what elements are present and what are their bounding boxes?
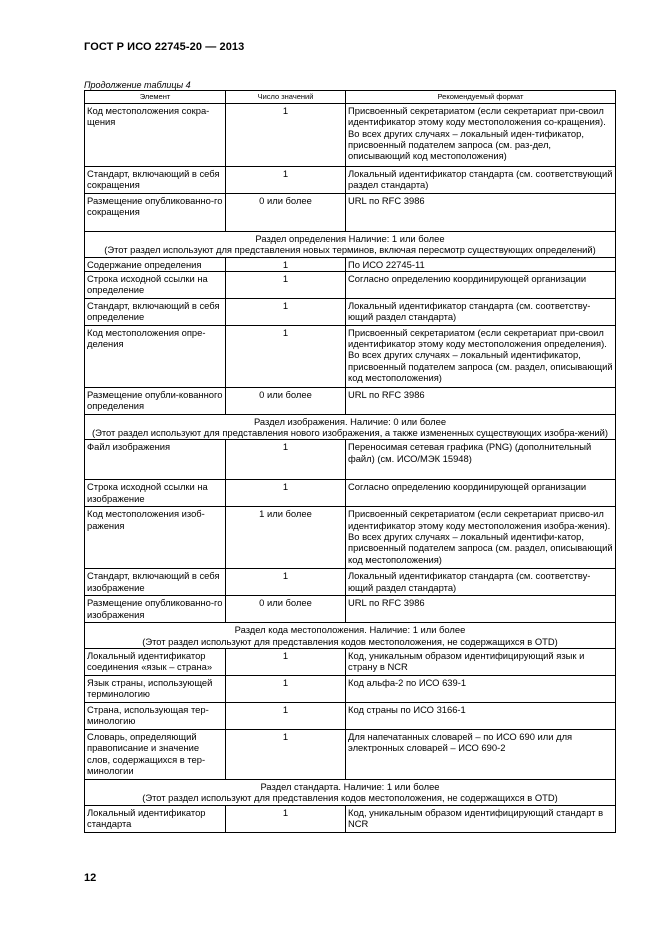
table-row — [85, 703, 616, 730]
element-cell: Размещение опубликованно-го изображения — [85, 596, 226, 623]
count-cell: 1 — [226, 325, 346, 387]
section-header-row — [85, 414, 616, 440]
table-row — [85, 271, 616, 298]
format-cell: URL по RFC 3986 — [346, 387, 616, 414]
element-cell: Стандарт, включающий в себя изображение — [85, 569, 226, 596]
element-cell: Код местоположения опре-деления — [85, 325, 226, 387]
section-note: (Этот раздел используют для представления новых терминов, включая пересмотр существующих определений) — [104, 244, 596, 256]
element-cell: Язык страны, использующей терминологию — [85, 676, 226, 703]
format-cell: URL по RFC 3986 — [346, 596, 616, 623]
count-cell: 1 — [226, 257, 346, 271]
count-cell: 1 — [226, 440, 346, 480]
format-cell: Присвоенный секретариатом (если секретариат присво-ил идентификатор этому коду местоположения изобра-жения). Во всех других случаях – локальный идентифи-катор, присвоенный подателем запроса (см. раздел, описывающий код местоположения) — [346, 507, 616, 569]
count-cell: 1 — [226, 676, 346, 703]
table-row — [85, 507, 616, 569]
format-cell: Присвоенный секретариатом (если секретариат при-своил идентификатор этому коду местоположения определения). Во всех других случаях – локальный идентификатор, присвоенный подателем запроса (см. раздел, описывающий код местоположения) — [346, 325, 616, 387]
element-cell: Размещение опубликованно-го сокращения — [85, 194, 226, 232]
table-row — [85, 387, 616, 414]
table-row — [85, 596, 616, 623]
section-note: (Этот раздел используют для представления кодов местоположения, не содержащихся в OTD) — [142, 635, 558, 647]
count-cell: 1 — [226, 703, 346, 730]
count-cell: 1 — [226, 569, 346, 596]
section-title: Раздел стандарта. Наличие: 1 или более — [260, 781, 440, 793]
count-cell: 0 или более — [226, 387, 346, 414]
count-cell: 1 — [226, 167, 346, 194]
table-row — [85, 167, 616, 194]
element-cell: Код местоположения сокра-щения — [85, 104, 226, 167]
count-cell: 1 — [226, 730, 346, 780]
format-cell: URL по RFC 3986 — [346, 194, 616, 232]
format-cell: Код, уникальным образом идентифицирующий язык и страну в NCR — [346, 649, 616, 676]
section-title: Раздел определения Наличие: 1 или более — [255, 233, 445, 244]
element-cell: Локальный идентификатор соединения «язык – страна» — [85, 649, 226, 676]
format-cell: Код, уникальным образом идентифицирующий стандарт в NCR — [346, 805, 616, 832]
count-cell: 1 или более — [226, 507, 346, 569]
table-header-row — [85, 91, 616, 104]
table-row — [85, 325, 616, 387]
element-cell: Код местоположения изоб-ражения — [85, 507, 226, 569]
count-cell: 1 — [226, 649, 346, 676]
format-cell: Локальный идентификатор стандарта (см. соответству-ющий раздел стандарта) — [346, 569, 616, 596]
element-cell: Стандарт, включающий в себя определение — [85, 298, 226, 325]
section-title: Раздел кода местоположения. Наличие: 1 или более — [234, 624, 466, 636]
format-cell: Переносимая сетевая графика (PNG) (дополнительный файл) (см. ИСО/МЭК 15948) — [346, 440, 616, 480]
element-cell: Файл изображения — [85, 440, 226, 480]
table-row — [85, 257, 616, 271]
count-cell: 1 — [226, 271, 346, 298]
section-note: (Этот раздел используют для представления кодов местоположения, не содержащихся в OTD) — [142, 792, 558, 804]
section-standard — [85, 780, 616, 806]
format-cell: Согласно определению координирующей организации — [346, 480, 616, 507]
table-row — [85, 649, 616, 676]
table-row — [85, 194, 616, 232]
element-cell: Страна, использующая тер-минологию — [85, 703, 226, 730]
count-cell: 0 или более — [226, 596, 346, 623]
format-cell: Локальный идентификатор стандарта (см. соответствующий раздел стандарта) — [346, 167, 616, 194]
count-cell: 1 — [226, 104, 346, 167]
element-cell: Размещение опубли-кованного определения — [85, 387, 226, 414]
section-header-row — [85, 780, 616, 806]
format-cell: Присвоенный секретариатом (если секретариат при-своил идентификатор этому коду местоположения со-кращения). Во всех других случаях – локальный иден-тификатор, присвоенный подателем запроса (см. раз-дел, описывающий код местоположения) — [346, 104, 616, 167]
section-location-code — [85, 623, 616, 649]
element-cell: Строка исходной ссылки на определение — [85, 271, 226, 298]
element-cell: Стандарт, включающий в себя сокращения — [85, 167, 226, 194]
format-cell: Код страны по ИСО 3166-1 — [346, 703, 616, 730]
table-row — [85, 298, 616, 325]
element-cell: Строка исходной ссылки на изображение — [85, 480, 226, 507]
section-header-row — [85, 232, 616, 258]
format-cell: Код альфа-2 по ИСО 639-1 — [346, 676, 616, 703]
count-cell: 1 — [226, 298, 346, 325]
format-cell: Для напечатанных словарей – по ИСО 690 или для электронных словарей – ИСО 690-2 — [346, 730, 616, 780]
section-definition — [85, 232, 616, 258]
standard-header: ГОСТ Р ИСО 22745-20 — 2013 — [84, 41, 245, 53]
element-cell: Содержание определения — [85, 257, 226, 271]
page-number: 12 — [84, 872, 97, 884]
count-cell: 1 — [226, 805, 346, 832]
section-title: Раздел изображения. Наличие: 0 или более — [253, 415, 447, 427]
section-image — [85, 414, 616, 440]
format-cell: Согласно определению координирующей организации — [346, 271, 616, 298]
element-cell: Словарь, определяющий правописание и значение слов, содержащихся в тер-минологии — [85, 730, 226, 780]
table-row — [85, 569, 616, 596]
format-table — [84, 90, 616, 833]
count-cell: 0 или более — [226, 194, 346, 232]
format-cell: Локальный идентификатор стандарта (см. соответству-ющий раздел стандарта) — [346, 298, 616, 325]
col-header-element: Элемент — [85, 91, 226, 104]
count-cell: 1 — [226, 480, 346, 507]
section-note: (Этот раздел используют для представления нового изображения, а также измененных существующих изобра-жений) — [91, 427, 609, 439]
table-row — [85, 480, 616, 507]
table-row — [85, 104, 616, 167]
element-cell: Локальный идентификатор стандарта — [85, 805, 226, 832]
table-caption: Продолжение таблицы 4 — [84, 80, 191, 90]
section-header-row — [85, 623, 616, 649]
col-header-count: Число значений — [226, 91, 346, 104]
table-row — [85, 440, 616, 480]
table-row — [85, 676, 616, 703]
table-row — [85, 730, 616, 780]
table-row — [85, 805, 616, 832]
format-cell: По ИСО 22745-11 — [346, 257, 616, 271]
col-header-format: Рекомендуемый формат — [346, 91, 616, 104]
